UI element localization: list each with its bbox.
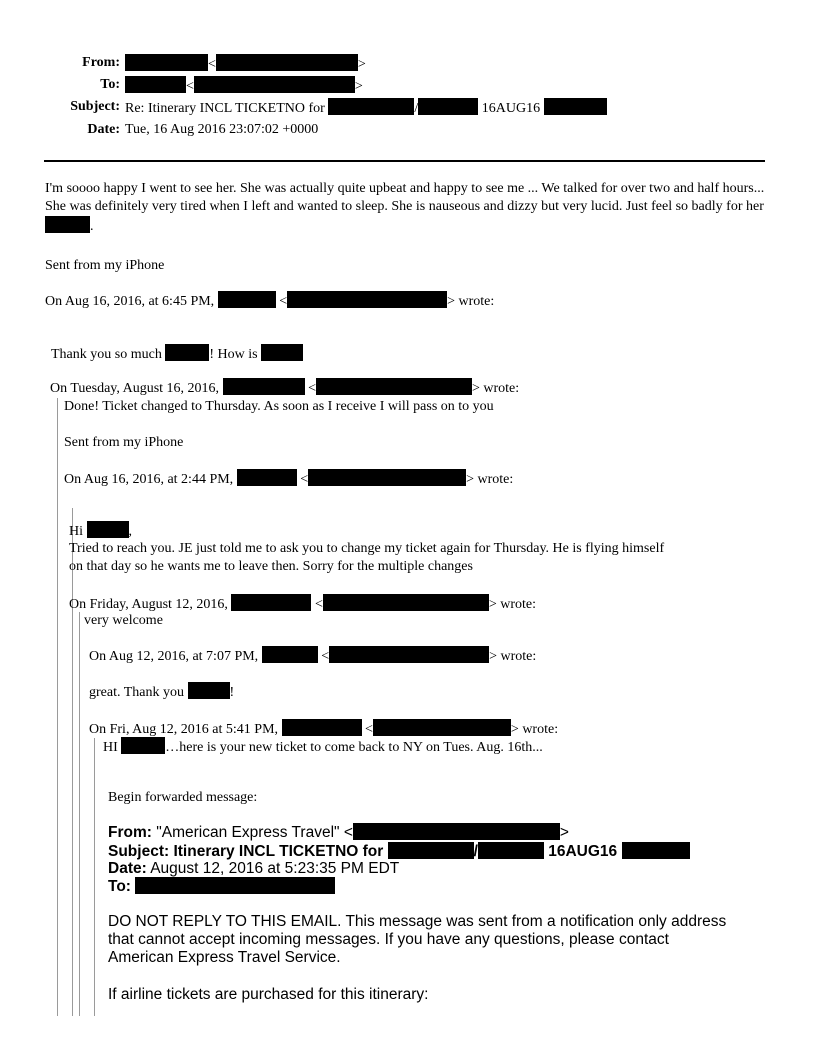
forwarded-date: Date: August 12, 2016 at 5:23:35 PM EDT xyxy=(108,860,400,877)
redaction xyxy=(188,682,230,699)
quote-attribution: On Aug 16, 2016, at 6:45 PM, < > wrote: xyxy=(45,291,494,310)
redaction xyxy=(121,737,165,754)
redaction xyxy=(216,54,358,71)
redaction xyxy=(388,842,474,859)
redaction xyxy=(261,344,303,361)
subject-value: Re: Itinerary INCL TICKETNO for / 16AUG16 xyxy=(125,98,607,117)
quoted-message: Done! Ticket changed to Thursday. As soon as I receive I will pass on to you xyxy=(64,399,494,414)
notice-line: that cannot accept incoming messages. If you have any questions, please contact xyxy=(108,931,669,948)
body-paragraph: I'm soooo happy I went to see her. She was actually quite upbeat and happy to see me ... We talked for over two and half hours... She was definitely very tired when I left and wanted to sleep. She is nauseous and dizzy but very lucid. Just feel so badly for her . xyxy=(45,181,765,234)
quoted-message: Thank you so much ! How is xyxy=(51,344,303,363)
redaction xyxy=(87,521,129,538)
quote-bar xyxy=(57,398,58,1016)
quote-attribution: On Aug 12, 2016, at 7:07 PM, < > wrote: xyxy=(89,646,536,665)
redaction xyxy=(231,594,311,611)
notice-line: American Express Travel Service. xyxy=(108,949,341,966)
redaction xyxy=(418,98,478,115)
redaction xyxy=(45,216,90,233)
redaction xyxy=(282,719,362,736)
forwarded-subject: Subject: Itinerary INCL TICKETNO for / 16AUG16 xyxy=(108,842,690,860)
from-value: < > xyxy=(125,54,366,73)
header-divider xyxy=(44,160,765,162)
redaction xyxy=(223,378,305,395)
redaction xyxy=(125,76,186,93)
quote-bar xyxy=(94,738,95,1016)
sent-from-line: Sent from my iPhone xyxy=(45,258,165,273)
quoted-greeting: Hi , xyxy=(69,521,132,540)
redaction xyxy=(135,877,335,894)
quote-attribution: On Aug 16, 2016, at 2:44 PM, < > wrote: xyxy=(64,469,513,488)
redaction xyxy=(373,719,511,736)
to-label: To: xyxy=(100,77,120,92)
date-value: Tue, 16 Aug 2016 23:07:02 +0000 xyxy=(125,122,319,137)
quote-attribution: On Friday, August 12, 2016, < > wrote: xyxy=(69,594,536,613)
redaction xyxy=(262,646,318,663)
sent-from-line: Sent from my iPhone xyxy=(64,435,184,450)
subject-label: Subject: xyxy=(70,99,120,114)
redaction xyxy=(316,378,472,395)
notice-line: DO NOT REPLY TO THIS EMAIL. This message was sent from a notification only address xyxy=(108,913,727,930)
airline-line: If airline tickets are purchased for this itinerary: xyxy=(108,986,429,1003)
redaction xyxy=(622,842,690,859)
redaction xyxy=(308,469,466,486)
forwarded-to: To: xyxy=(108,877,335,895)
redaction xyxy=(353,823,560,840)
redaction xyxy=(328,98,414,115)
quoted-message: Tried to reach you. JE just told me to ask you to change my ticket again for Thursday. He is flying himself xyxy=(69,541,665,556)
redaction xyxy=(478,842,544,859)
redaction xyxy=(323,594,489,611)
redaction xyxy=(329,646,489,663)
redaction xyxy=(194,76,355,93)
forwarded-from: From: "American Express Travel" < > xyxy=(108,824,569,841)
date-label: Date: xyxy=(87,122,120,137)
redaction xyxy=(218,291,276,308)
quoted-message: great. Thank you ! xyxy=(89,682,234,701)
from-label: From: xyxy=(82,55,120,70)
redaction xyxy=(544,98,607,115)
quoted-message: very welcome xyxy=(84,613,163,628)
redaction xyxy=(237,469,297,486)
redaction xyxy=(125,54,208,71)
quoted-message: on that day so he wants me to leave then. Sorry for the multiple changes xyxy=(69,559,473,574)
quote-attribution: On Tuesday, August 16, 2016, < > wrote: xyxy=(50,378,519,397)
quote-bar xyxy=(72,508,73,1016)
quote-bar xyxy=(79,612,80,1016)
forwarded-begin: Begin forwarded message: xyxy=(108,790,258,805)
quoted-message: HI …here is your new ticket to come back to NY on Tues. Aug. 16th... xyxy=(103,737,543,756)
quote-attribution: On Fri, Aug 12, 2016 at 5:41 PM, < > wrote: xyxy=(89,719,558,738)
redaction xyxy=(287,291,447,308)
redaction xyxy=(165,344,209,361)
to-value: < > xyxy=(125,76,363,95)
